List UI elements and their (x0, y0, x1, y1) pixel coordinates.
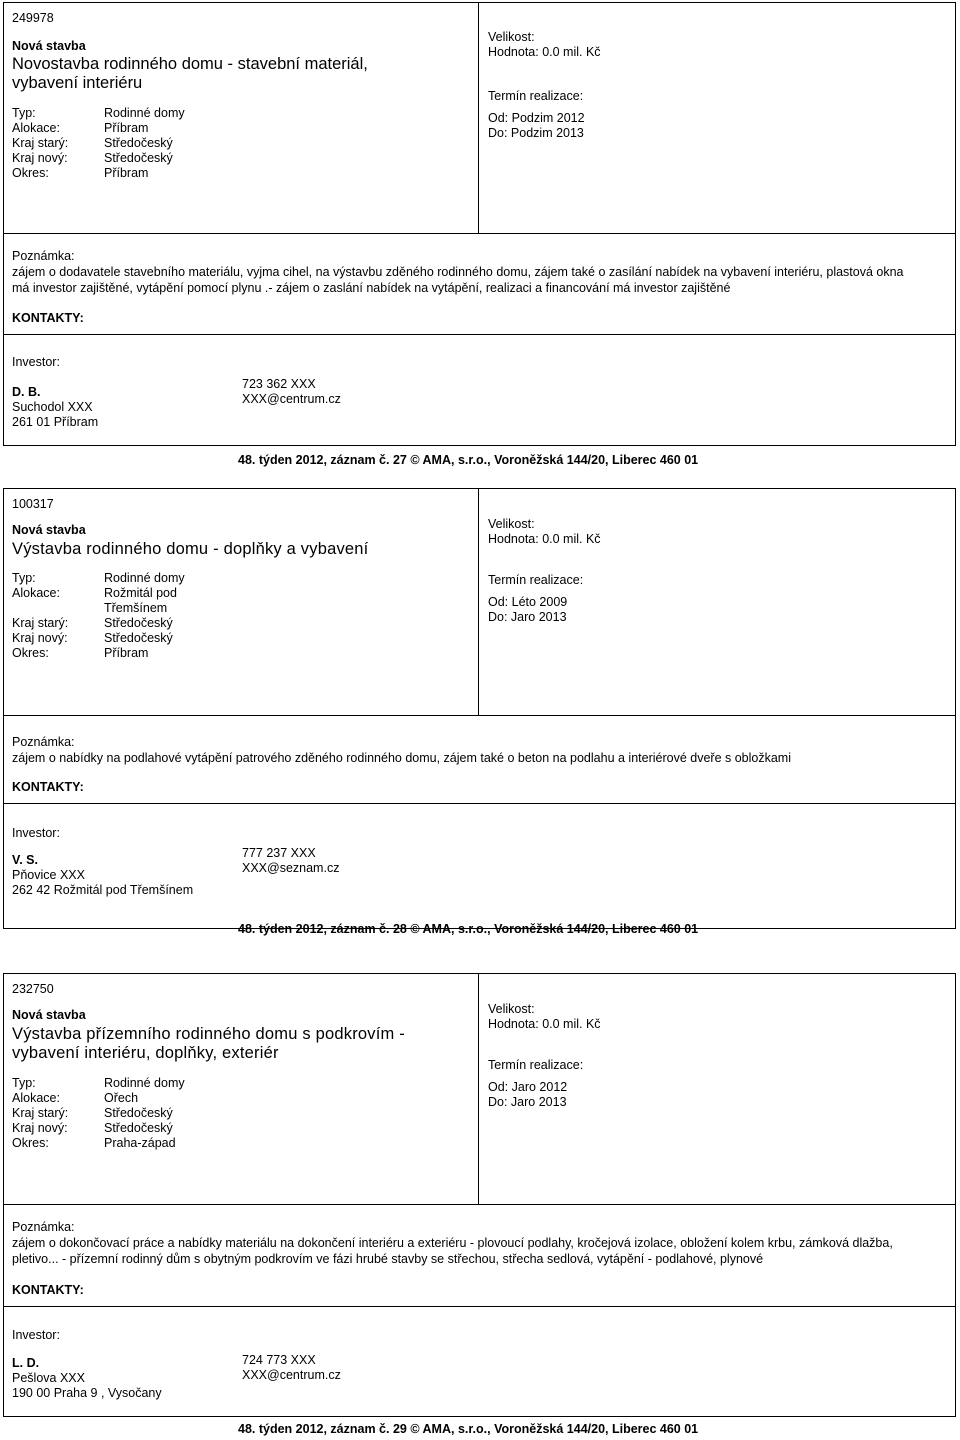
field-label-okres: Okres: (12, 166, 49, 180)
field-value-okres: Praha-západ (104, 1136, 176, 1150)
termin-od: Od: Podzim 2012 (488, 111, 585, 125)
contacts-section (4, 804, 955, 928)
investor-city: 190 00 Praha 9 , Vysočany (12, 1386, 162, 1400)
investor-label: Investor: (12, 355, 60, 369)
field-label-okres: Okres: (12, 1136, 49, 1150)
termin-do: Do: Podzim 2013 (488, 126, 584, 140)
contacts-section (4, 1307, 955, 1418)
termin-do: Do: Jaro 2013 (488, 1095, 567, 1109)
record-title-line: Výstavba rodinného domu - doplňky a vybavení (12, 540, 369, 558)
termin-label: Termín realizace: (488, 573, 584, 587)
record-title (12, 1025, 405, 1063)
investor-name: D. B. (12, 385, 41, 399)
record-header (4, 3, 955, 234)
record-fields (4, 106, 474, 186)
record-title-line: vybavení interiéru (12, 74, 143, 92)
termin-label: Termín realizace: (488, 89, 584, 103)
poznamka-text (12, 1235, 948, 1267)
record-header (4, 489, 955, 716)
poznamka-line: zájem o nabídky na podlahové vytápění patrového zděného rodinného domu, zájem také o beton na podlahu a interiérové dveře s obložkami (12, 751, 791, 765)
kontakty-heading: KONTAKTY: (12, 311, 84, 325)
field-value-okres: Příbram (104, 646, 149, 660)
poznamka-label: Poznámka: (12, 1220, 75, 1234)
field-label-kraj-stary: Kraj starý: (12, 1106, 69, 1120)
field-value-kraj-stary: Středočeský (104, 136, 173, 150)
record-footer: 48. týden 2012, záznam č. 28 © AMA, s.r.o., Voroněžská 144/20, Liberec 460 01 (238, 922, 699, 936)
field-label-kraj-stary: Kraj starý: (12, 616, 69, 630)
field-value-kraj-stary: Středočeský (104, 1106, 173, 1120)
hodnota-value: Hodnota: 0.0 mil. Kč (488, 532, 601, 546)
record-fields (4, 1076, 474, 1156)
field-label-kraj-novy: Kraj nový: (12, 1121, 68, 1135)
field-value-kraj-novy: Středočeský (104, 1121, 173, 1135)
record-main-column (4, 489, 479, 715)
field-label-kraj-stary: Kraj starý: (12, 136, 69, 150)
field-value-alokace: Ořech (104, 1091, 139, 1105)
field-label-alokace: Alokace: (12, 586, 60, 600)
termin-od: Od: Jaro 2012 (488, 1080, 568, 1094)
investor-email[interactable]: XXX@centrum.cz (242, 1368, 341, 1382)
record-title (12, 540, 368, 559)
field-label-alokace: Alokace: (12, 1091, 60, 1105)
field-value-typ: Rodinné domy (104, 571, 185, 585)
investor-city: 262 42 Rožmitál pod Třemšínem (12, 883, 194, 897)
investor-phone: 724 773 XXX (242, 1353, 316, 1367)
field-value-alokace: Rožmitál pod (104, 586, 177, 600)
field-label-typ: Typ: (12, 106, 36, 120)
record-title-line: Novostavba rodinného domu - stavební materiál, (12, 55, 368, 73)
poznamka-line: zájem o dodavatele stavebního materiálu, vyjma cihel, na výstavbu zděného rodinného domu, zájem také o zasílání nabídek na vybavení interiéru, plastová okna (12, 265, 904, 279)
poznamka-label: Poznámka: (12, 735, 75, 749)
field-value-typ: Rodinné domy (104, 1076, 185, 1090)
velikost-label: Velikost: (488, 517, 535, 531)
record-main-column (4, 974, 479, 1204)
kontakty-heading: KONTAKTY: (12, 780, 84, 794)
poznamka-section (4, 234, 955, 335)
field-value-kraj-novy: Středočeský (104, 631, 173, 645)
field-value-kraj-stary: Středočeský (104, 616, 173, 630)
poznamka-line: pletivo... - přízemní rodinný dům s obytným podkrovím ve fázi hrubé stavby se střechou, střecha sedlová, vytápění - podlahové, plynové (12, 1252, 764, 1266)
record-title-line: Výstavba přízemního rodinného domu s podkrovím - (12, 1025, 405, 1043)
record-id: 100317 (12, 497, 54, 511)
field-value-alokace-cont: Třemšínem (104, 601, 168, 615)
record-id: 232750 (12, 982, 54, 996)
hodnota-value: Hodnota: 0.0 mil. Kč (488, 45, 601, 59)
investor-street: Suchodol XXX (12, 400, 93, 414)
record-header (4, 974, 955, 1205)
record-id: 249978 (12, 11, 54, 25)
poznamka-text (12, 750, 948, 766)
poznamka-section (4, 1205, 955, 1307)
record-main-column (4, 3, 479, 233)
record-footer: 48. týden 2012, záznam č. 29 © AMA, s.r.o., Voroněžská 144/20, Liberec 460 01 (238, 1422, 699, 1436)
record-card (3, 488, 956, 929)
poznamka-section (4, 716, 955, 804)
investor-label: Investor: (12, 826, 60, 840)
field-value-alokace: Příbram (104, 121, 149, 135)
poznamka-label: Poznámka: (12, 249, 75, 263)
investor-email[interactable]: XXX@seznam.cz (242, 861, 340, 875)
termin-label: Termín realizace: (488, 1058, 584, 1072)
investor-email[interactable]: XXX@centrum.cz (242, 392, 341, 406)
field-label-typ: Typ: (12, 1076, 36, 1090)
termin-do: Do: Jaro 2013 (488, 610, 567, 624)
velikost-label: Velikost: (488, 1002, 535, 1016)
termin-od: Od: Léto 2009 (488, 595, 568, 609)
velikost-label: Velikost: (488, 30, 535, 44)
poznamka-line: zájem o dokončovací práce a nabídky materiálu na dokončení interiéru a exteriéru - plovoucí podlahy, kročejová izolace, obložení kolem krbu, zámková dlažba, (12, 1236, 893, 1250)
field-label-typ: Typ: (12, 571, 36, 585)
record-fields (4, 571, 474, 666)
investor-name: L. D. (12, 1356, 40, 1370)
investor-phone: 777 237 XXX (242, 846, 316, 860)
contacts-section (4, 335, 955, 447)
field-label-alokace: Alokace: (12, 121, 60, 135)
field-label-kraj-novy: Kraj nový: (12, 631, 68, 645)
hodnota-value: Hodnota: 0.0 mil. Kč (488, 1017, 601, 1031)
kontakty-heading: KONTAKTY: (12, 1283, 84, 1297)
field-value-kraj-novy: Středočeský (104, 151, 173, 165)
field-label-kraj-novy: Kraj nový: (12, 151, 68, 165)
field-label-okres: Okres: (12, 646, 49, 660)
record-kind: Nová stavba (12, 523, 86, 537)
field-value-okres: Příbram (104, 166, 149, 180)
investor-street: Pešlova XXX (12, 1371, 85, 1385)
record-kind: Nová stavba (12, 39, 86, 53)
record-footer: 48. týden 2012, záznam č. 27 © AMA, s.r.o., Voroněžská 144/20, Liberec 460 01 (238, 453, 699, 467)
record-card (3, 973, 956, 1417)
investor-street: Pňovice XXX (12, 868, 85, 882)
record-kind: Nová stavba (12, 1008, 86, 1022)
investor-phone: 723 362 XXX (242, 377, 316, 391)
record-title-line: vybavení interiéru, doplňky, exteriér (12, 1044, 279, 1062)
investor-city: 261 01 Příbram (12, 415, 99, 429)
record-card (3, 2, 956, 446)
investor-label: Investor: (12, 1328, 60, 1342)
poznamka-line: má investor zajištěné, vytápění pomocí plynu .- zájem o zaslání nabídek na vytápění, realizaci a financování má investor zajištěné (12, 281, 731, 295)
poznamka-text (12, 264, 948, 296)
field-value-typ: Rodinné domy (104, 106, 185, 120)
record-title (12, 55, 368, 93)
investor-name: V. S. (12, 853, 38, 867)
